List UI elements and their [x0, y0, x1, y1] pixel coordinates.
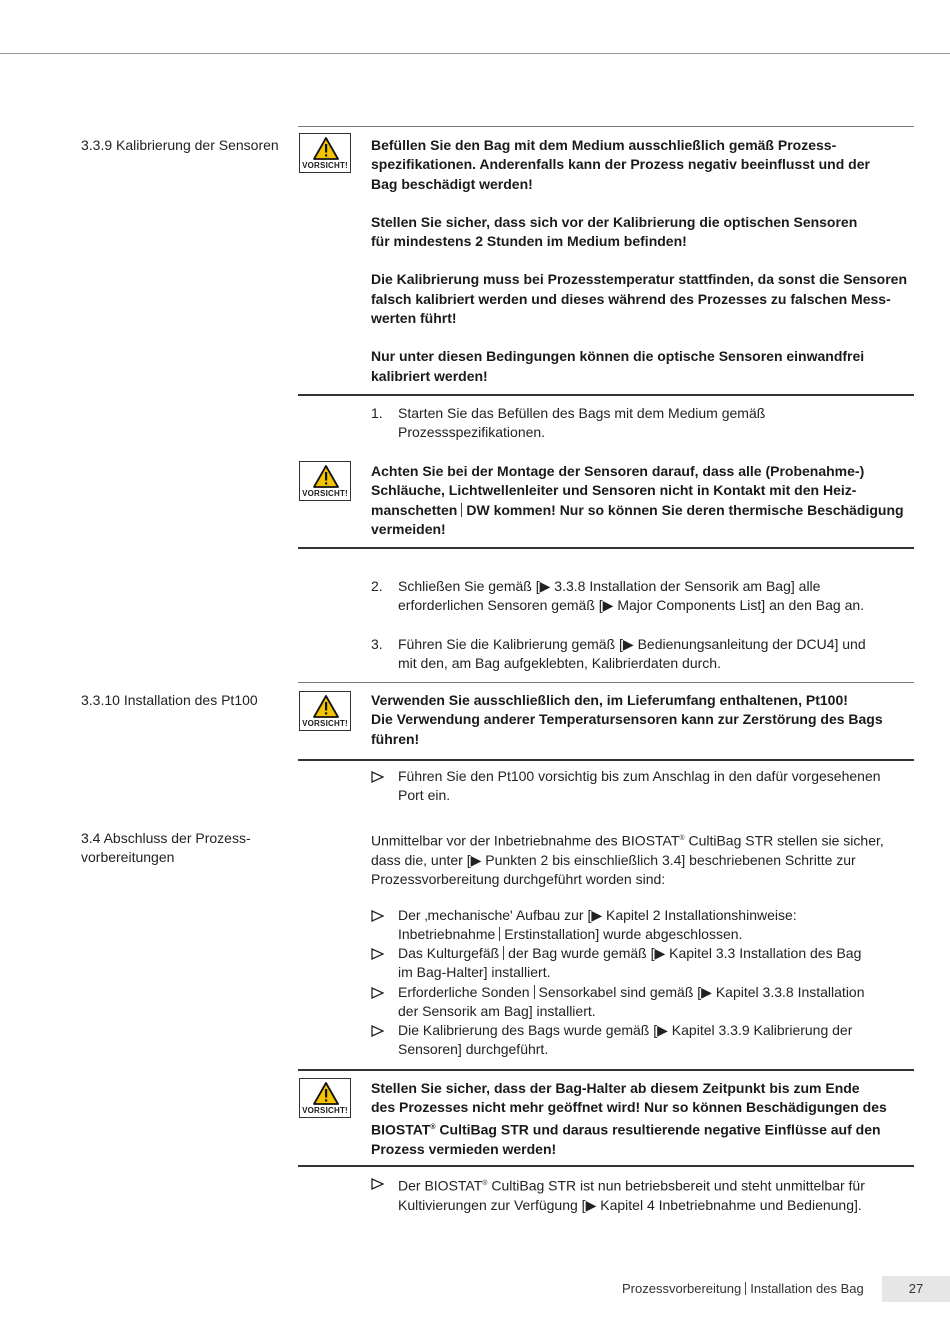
divider — [298, 394, 914, 396]
section-title-3-4: 3.4 Abschluss der Prozess- vorbereitungen — [81, 830, 251, 866]
caution-sign — [299, 1078, 351, 1118]
pt100-instruction: Führen Sie den Pt100 vorsichtig bis zum Anschlag in den dafür vorgesehenen Port ein. — [371, 767, 916, 806]
checklist-item: Das Kulturgefäß der Bag wurde gemäß [▶ Kapitel 3.3 Installation des Bag im Bag-Halter] installiert. — [371, 944, 916, 983]
triangle-bullet-icon — [371, 987, 384, 999]
divider — [298, 126, 914, 127]
arrow-right-icon: ▶ — [539, 578, 551, 594]
warning-triangle-icon — [313, 695, 339, 718]
arrow-right-icon: ▶ — [470, 851, 482, 868]
triangle-bullet-icon — [371, 771, 384, 783]
arrow-right-icon: ▶ — [657, 1022, 668, 1038]
step-2: 2. Schließen Sie gemäß [▶ 3.3.8 Installation der Sensorik am Bag] alle erforderlichen Sensoren gemäß [▶ Major Components List] an den Bag an. — [371, 578, 865, 614]
arrow-right-icon: ▶ — [591, 907, 603, 923]
page-number: 27 — [908, 1281, 924, 1296]
divider — [298, 1069, 914, 1071]
caution-sign — [299, 461, 351, 501]
divider — [298, 1165, 914, 1167]
section-title-3-3-9: 3.3.9 Kalibrierung der Sensoren — [81, 137, 279, 153]
checklist-item: Der ‚mechanische' Aufbau zur [▶ Kapitel 2 Installationshinweise: Inbetriebnahme Erstinstallation] wurde abgeschlossen. — [371, 906, 916, 945]
divider — [298, 682, 914, 683]
page-number-box — [882, 1276, 950, 1302]
warning-text-sensor-mounting: Achten Sie bei der Montage der Sensoren darauf, dass alle (Probenahme-) Schläuche, Lichtwellenleiter und Sensoren nicht in Kontakt mit den Heiz- manschetten DW kommen! Nur so können Sie deren thermische Beschädigung vermeiden! — [371, 463, 904, 537]
intro-paragraph: Unmittelbar vor der Inbetriebnahme des BIOSTAT® CultiBag STR stellen sie sicher, dass die, unter [▶ Punkten 2 bis einschließlich 3.4] beschriebenen Schritte zur Prozessvorbereitung durchgeführt worden sind: — [371, 832, 884, 888]
warning-triangle-icon — [313, 137, 339, 160]
caution-label: VORSICHT! — [302, 489, 348, 498]
caution-sign — [299, 133, 351, 173]
triangle-bullet-icon — [371, 1178, 384, 1190]
warning-triangle-icon — [313, 465, 339, 488]
arrow-right-icon: ▶ — [585, 1196, 597, 1213]
caution-label: VORSICHT! — [302, 161, 348, 170]
triangle-bullet-icon — [371, 948, 384, 960]
caution-label: VORSICHT! — [302, 1106, 348, 1115]
checklist-item: Erforderliche Sonden Sensorkabel sind gemäß [▶ Kapitel 3.3.8 Installation der Sensorik am Bag] installiert. — [371, 983, 916, 1022]
section-title-3-3-10: 3.3.10 Installation des Pt100 — [81, 692, 258, 708]
top-rule — [0, 53, 950, 54]
divider — [298, 547, 914, 549]
arrow-right-icon: ▶ — [701, 984, 712, 1000]
footer-breadcrumb: Prozessvorbereitung Installation des Bag — [622, 1281, 864, 1296]
divider — [298, 759, 914, 761]
warning-triangle-icon — [313, 1082, 339, 1105]
warning-text-filling: Befüllen Sie den Bag mit dem Medium ausschließlich gemäß Prozess- spezifikationen. Anderenfalls kann der Prozess negativ beeinflusst und der Bag beschädigt werden! Stellen Sie sicher, dass sich vor der Kalibrierung die optischen Sensoren für mindestens 2 Stunden im Medium befinden! Die Kalibrierung muss bei Prozesstemperatur stattfinden, da sonst die Sensoren falsch kalibriert werden und dieses während des Prozesses zu falschen Mess- werten führt! Nur unter diesen Bedingungen können die optische Sensoren einwandfrei kalibriert werden! — [371, 137, 908, 384]
caution-sign — [299, 691, 351, 731]
triangle-bullet-icon — [371, 1025, 384, 1037]
checklist-item: Die Kalibrierung des Bags wurde gemäß [▶ Kapitel 3.3.9 Kalibrierung der Sensoren] durchgeführt. — [371, 1021, 916, 1060]
final-status-item: Der BIOSTAT® CultiBag STR ist nun betriebsbereit und steht unmittelbar für Kultivierungen zur Verfügung [▶ Kapitel 4 Inbetriebnahme und Bedienung]. — [371, 1174, 916, 1215]
arrow-right-icon: ▶ — [654, 945, 666, 961]
caution-label: VORSICHT! — [302, 719, 348, 728]
warning-text-pt100: Verwenden Sie ausschließlich den, im Lieferumfang enthaltenen, Pt100! Die Verwendung anderer Temperatursensoren kann zur Zerstörung des Bags führen! — [371, 692, 883, 747]
step-1: 1. Starten Sie das Befüllen des Bags mit dem Medium gemäß Prozessspezifikationen. — [371, 405, 766, 441]
step-3: 3. Führen Sie die Kalibrierung gemäß [▶ Bedienungsanleitung der DCU4] und mit den, am Bag aufgeklebten, Kalibrierdaten durch. — [371, 636, 866, 672]
warning-text-bag-holder: Stellen Sie sicher, dass der Bag-Halter ab diesem Zeitpunkt bis zum Ende des Prozesses nicht mehr geöffnet wird! Nur so können Beschädigungen des BIOSTAT® CultiBag STR und daraus resultierende negative Einflüsse auf den Prozess vermieden werden! — [371, 1080, 887, 1157]
arrow-right-icon: ▶ — [622, 636, 634, 652]
triangle-bullet-icon — [371, 910, 384, 922]
arrow-right-icon: ▶ — [602, 597, 614, 614]
